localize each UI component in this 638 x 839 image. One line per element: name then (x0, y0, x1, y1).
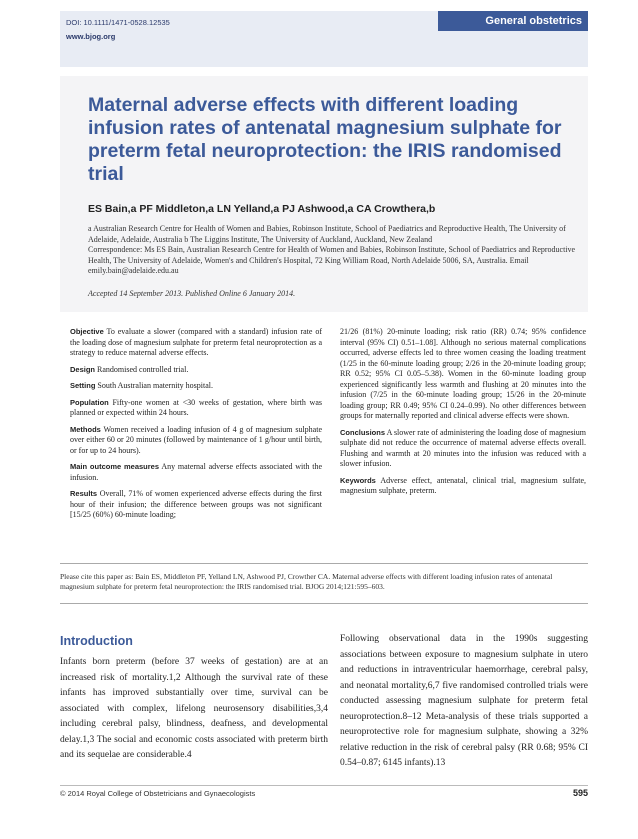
abstract-item (70, 381, 322, 392)
abstract-text: Fifty-one women at <30 weeks of gestation, where birth was planned or expected within 24 hours. (70, 397, 322, 417)
abstract-item (70, 462, 322, 483)
copyright: © 2014 Royal College of Obstetricians and Gynaecologists (60, 789, 256, 798)
abstract-item (340, 327, 586, 422)
abstract-label: Keywords (340, 475, 376, 485)
section-heading: Introduction (60, 634, 133, 648)
abstract-label: Design (70, 364, 96, 374)
abstract-item (70, 425, 322, 457)
abstract-label: Setting (70, 381, 96, 390)
abstract-text: Randomised controlled trial. (97, 364, 189, 374)
article-title: Maternal adverse effects with different loading infusion rates of antenatal magnesium sulphate for preterm fetal neuroprotection: the IRIS randomised trial (88, 94, 562, 185)
divider (60, 603, 588, 604)
title-block (60, 76, 588, 312)
abstract-item (70, 398, 322, 419)
abstract-label: Results (70, 489, 98, 498)
citation: Please cite this paper as: Bain ES, Middleton PF, Yelland LN, Ashwood PJ, Crowther CA. Maternal adverse effects with different loading infusion rates of antenatal magnesium sulphate for preterm fetal neuroprotection: the IRIS randomised trial. BJOG 2014;121:595–603. (60, 572, 553, 591)
abstract-text: Adverse effect, antenatal, clinical trial, magnesium sulfate, magnesium sulphate, preterm. (340, 475, 586, 495)
journal-header (60, 11, 588, 67)
abstract-text: Any maternal adverse effects associated with the infusion. (70, 462, 323, 482)
abstract-label: Objective (70, 327, 104, 336)
abstract-label: Population (70, 397, 109, 407)
abstract-left-column (70, 327, 322, 527)
correspondence: Correspondence: Ms ES Bain, Australian Research Centre for Health of Women and Babies, Robinson Institute, School of Paediatrics and Reproductive Health, The University of Adelaide, Women's and Children's Hospital, 72 King William Road, North Adelaide 5006, SA, Australia. Email emily.bain@adelaide.edu.au (88, 245, 576, 275)
accepted-date: Accepted 14 September 2013. Published Online 6 January 2014. (88, 289, 296, 298)
abstract-item (70, 365, 322, 376)
abstract-item (340, 476, 586, 497)
intro-text-right: Following observational data in the 1990s suggesting associations between exposure to magnesium sulphate in utero and reductions in intraventricular haemorrhage, cerebral palsy, and neonatal mortality,6,7 five randomised controlled trials were conducted assessing magnesium sulphate for preterm fetal neuroprotection.8–12 Meta-analysis of these trials supported a neuroprotective role for magnesium sulphate, showing a 32% relative reduction in the risk of cerebral palsy (RR 0.68; 95% CI 0.54–0.87; 6145 infants).13 (340, 634, 588, 768)
abstract-label: Main outcome measures (70, 462, 160, 471)
abstract-item (340, 428, 586, 470)
abstract-label: Methods (70, 424, 101, 434)
footer-divider (60, 785, 588, 786)
journal-url[interactable]: www.bjog.org (66, 32, 116, 41)
section-label: General obstetrics (438, 11, 588, 31)
abstract-text: To evaluate a slower (compared with a standard) infusion rate of the loading dose of magnesium sulphate for preterm fetal neuroprotection as a strategy to reduce maternal adverse effects. (70, 327, 322, 357)
affiliation-text: a Australian Research Centre for Health of Women and Babies, Robinson Institute, School of Paediatrics and Reproductive Health, The University of Adelaide, Adelaide, Australia b The Liggins Institute, The University of Auckland, Auckland, New Zealand (88, 224, 566, 244)
abstract-text: Overall, 71% of women experienced adverse effects during the first hour of their infusion; the difference between groups was not significant [15/25 (60%) 60-minute loading; (70, 489, 322, 519)
abstract-item (70, 327, 322, 359)
author-list: ES Bain,a PF Middleton,a LN Yelland,a PJ Ashwood,a CA Crowthera,b (88, 203, 436, 215)
abstract-label: Conclusions (340, 427, 386, 437)
affiliations (88, 224, 578, 277)
divider (60, 563, 588, 564)
doi: DOI: 10.1111/1471-0528.12535 (66, 18, 170, 27)
page-number: 595 (572, 788, 588, 798)
abstract-item (70, 489, 322, 521)
abstract-text: A slower rate of administering the loading dose of magnesium sulphate did not reduce the occurrence of maternal adverse effects overall. Flushing and warmth at 20 minutes into the infusion was reduced with a slower infusion. (340, 427, 586, 468)
abstract-right-column (340, 327, 586, 503)
abstract-text: South Australian maternity hospital. (97, 381, 213, 390)
abstract-text: 21/26 (81%) 20-minute loading; risk ratio (RR) 0.74; 95% confidence interval (95% CI) 0.51–1.08]. Although no serious maternal complications occurred, adverse effects led to three women ceasing the loading treatment (1/25 in the 60-minute loading group; 2/26 in the 20-minute loading group; RR 0.52; 95% CI 0.05–5.38). Women in the 60-minute loading group experienced significantly less warmth and flushing at 20 minutes into the infusion (7/25 in the 60-minute loading group; 15/26 in the 20-minute loading group; RR 0.49; 95% CI 0.24–0.99). No other differences between groups for maternally reported and clinical adverse effects were shown. (340, 327, 586, 420)
abstract-text: Women received a loading infusion of 4 g of magnesium sulphate over either 60 or 20 minutes (followed by maintenance of 1 g/hour until birth, or for up to 24 hours). (70, 424, 322, 455)
intro-text-left: Infants born preterm (before 37 weeks of gestation) are at an increased risk of mortality.1,2 Although the survival rate of these infants has improved substantially over time, survival can be associated with complex, lifelong neurosensory disabilities,3,4 including cerebral palsy, blindness, deafness, and developmental delay.1,3 The social and economic costs associated with preterm birth and its sequelae are considerable.4 (60, 657, 328, 760)
